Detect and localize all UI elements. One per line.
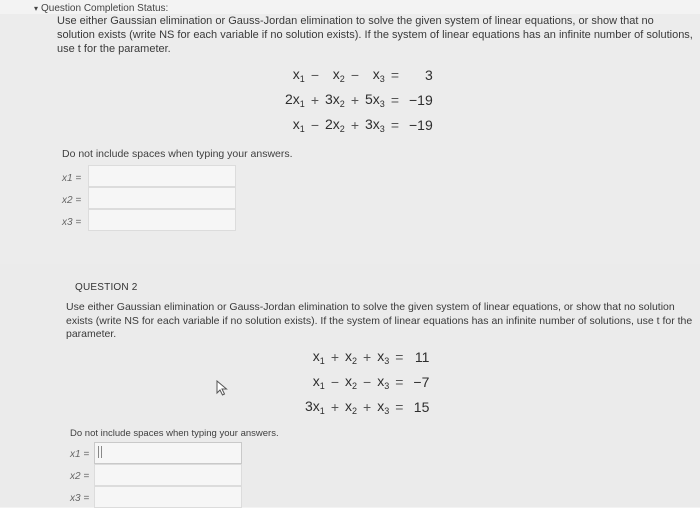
mouse-pointer-icon bbox=[216, 380, 230, 396]
answer-label-x2: x2 = bbox=[70, 471, 90, 482]
collapse-triangle-icon[interactable]: ▾ bbox=[34, 4, 39, 13]
equation-row: $x_1$ + $x_2$ + $x_3$ = 11 bbox=[303, 344, 431, 369]
term-c: x bbox=[377, 397, 385, 414]
answer-input-x3[interactable] bbox=[94, 486, 242, 508]
equals-sign: = bbox=[390, 116, 399, 133]
equals-sign: = bbox=[390, 91, 399, 108]
rhs-value: −19 bbox=[409, 91, 433, 108]
answer-label-x3: x3 = bbox=[70, 493, 90, 504]
text-caret bbox=[98, 446, 99, 458]
operator: + bbox=[310, 91, 319, 108]
equation-row: $x_1$ − $x_2$ − $x_3$ = 3 bbox=[283, 62, 435, 87]
term-a: x bbox=[312, 347, 320, 364]
operator: − bbox=[310, 66, 319, 83]
equals-sign: = bbox=[395, 373, 404, 390]
term-b: 2x bbox=[325, 115, 340, 132]
answer-input-x1[interactable] bbox=[88, 165, 236, 187]
answer-input-x3[interactable] bbox=[88, 209, 236, 231]
question-2-panel bbox=[0, 264, 700, 507]
term-b: x bbox=[345, 347, 352, 364]
question-2-prompt: Use either Gaussian elimination or Gauss-Jordan elimination to solve the given system of linear equations, or show that no solution exists (write NS for each variable if no solution exists). If the system of linear equations has an infinite number of solutions, use t for the parameter. bbox=[66, 301, 693, 340]
equation-row: $2x_1$ + $3x_2$ + $5x_3$ = −19 bbox=[283, 87, 435, 112]
question-completion-status[interactable] bbox=[34, 3, 168, 14]
term-c: x bbox=[377, 372, 385, 389]
question-1-panel bbox=[0, 14, 700, 264]
term-a: x bbox=[312, 372, 320, 389]
operator: − bbox=[350, 66, 359, 83]
equals-sign: = bbox=[395, 398, 404, 415]
question-1-prompt: Use either Gaussian elimination or Gauss-Jordan elimination to solve the given system of linear equations, or show that no solution exists (write NS for each variable if no solution exists). If the system of linear equations has an infinite number of solutions, use t for the parameter. bbox=[57, 15, 693, 55]
operator: − bbox=[330, 373, 339, 390]
term-b: x bbox=[332, 65, 340, 82]
question-2-equation-system bbox=[303, 344, 431, 419]
term-a: x bbox=[292, 115, 300, 132]
answer-input-x1[interactable] bbox=[94, 442, 242, 464]
rhs-value: 3 bbox=[424, 66, 433, 83]
operator: + bbox=[330, 398, 339, 415]
operator: + bbox=[363, 348, 372, 365]
rhs-value: −19 bbox=[409, 116, 433, 133]
equals-sign: = bbox=[390, 66, 399, 83]
equation-row: $x_1$ − $x_2$ − $x_3$ = −7 bbox=[303, 369, 431, 394]
operator: − bbox=[363, 373, 372, 390]
term-b: x bbox=[345, 397, 352, 414]
answer-label-x1: x1 = bbox=[70, 449, 90, 460]
operator: + bbox=[350, 116, 359, 133]
question-1-equation-system bbox=[283, 62, 435, 137]
term-c: 3x bbox=[365, 115, 380, 132]
term-a: x bbox=[292, 65, 300, 82]
term-a: 3x bbox=[305, 397, 320, 414]
term-b: 3x bbox=[325, 90, 340, 107]
answer-format-hint: Do not include spaces when typing your answers. bbox=[70, 428, 279, 439]
term-b: x bbox=[345, 372, 352, 389]
answer-input-x2[interactable] bbox=[94, 464, 242, 486]
answer-label-x2: x2 = bbox=[62, 195, 82, 206]
term-c: x bbox=[372, 65, 380, 82]
equation-row: $3x_1$ + $x_2$ + $x_3$ = 15 bbox=[303, 394, 431, 419]
operator: + bbox=[363, 398, 372, 415]
question-2-title: QUESTION 2 bbox=[75, 282, 138, 293]
equation-row: $x_1$ − $2x_2$ + $3x_3$ = −19 bbox=[283, 112, 435, 137]
operator: + bbox=[350, 91, 359, 108]
operator: + bbox=[330, 348, 339, 365]
text-caret bbox=[101, 446, 102, 458]
term-c: x bbox=[377, 347, 385, 364]
rhs-value: 15 bbox=[413, 398, 430, 415]
answer-input-x2[interactable] bbox=[88, 187, 236, 209]
rhs-value: 11 bbox=[414, 348, 430, 365]
operator: − bbox=[310, 116, 319, 133]
rhs-value: −7 bbox=[413, 373, 430, 390]
answer-label-x1: x1 = bbox=[62, 173, 82, 184]
status-label: Question Completion Status: bbox=[41, 3, 169, 14]
equals-sign: = bbox=[395, 348, 404, 365]
answer-format-hint: Do not include spaces when typing your answers. bbox=[62, 148, 293, 160]
term-a: 2x bbox=[285, 90, 300, 107]
term-c: 5x bbox=[365, 90, 380, 107]
answer-label-x3: x3 = bbox=[62, 217, 82, 228]
